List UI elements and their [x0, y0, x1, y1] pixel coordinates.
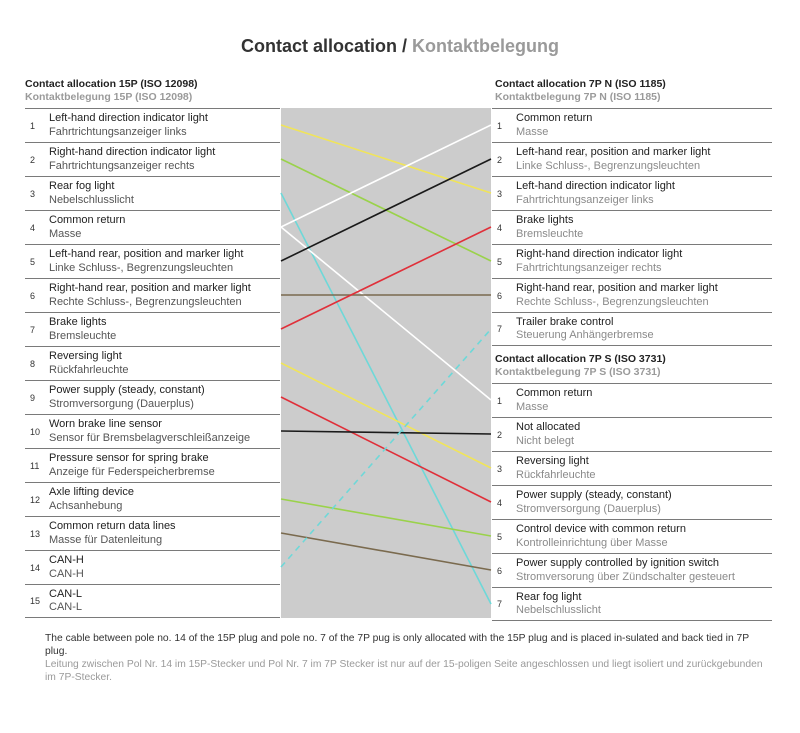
contact-row — [492, 176, 772, 210]
contact-description — [49, 350, 129, 377]
contact-label-de: Masse — [516, 400, 549, 413]
pin-number: 6 — [497, 565, 503, 576]
contact-label-de: CAN-L — [49, 601, 83, 613]
contact-row — [492, 485, 772, 519]
contact-description — [516, 282, 718, 309]
contact-row — [492, 244, 772, 278]
pin-number: 5 — [30, 256, 36, 267]
pin-number: 3 — [497, 188, 503, 199]
contact-label-en: Common return data lines — [49, 520, 176, 532]
contact-row — [25, 482, 280, 516]
contact-label-de: Stromversorung über Zündschalter gesteuert — [516, 570, 735, 583]
contact-description — [516, 591, 601, 618]
pin-number: 11 — [30, 460, 40, 471]
pin-number: 13 — [30, 528, 41, 539]
pin-number: 2 — [497, 429, 503, 440]
pin-number: 5 — [497, 256, 503, 267]
contact-description — [49, 112, 208, 139]
contact-description — [49, 588, 82, 615]
pin-number: 9 — [30, 392, 36, 403]
contact-label-de: Fahrtrichtungsanzeiger rechts — [49, 159, 195, 172]
contact-label-en: Right-hand direction indicator light — [49, 146, 216, 158]
contact-description — [49, 214, 125, 241]
pin-number: 14 — [30, 562, 41, 573]
footnote — [45, 632, 765, 684]
contact-label-en: Right-hand rear, position and marker light — [516, 282, 718, 294]
pin-number: 5 — [497, 531, 503, 542]
contact-label-de: Nebelschlusslicht — [49, 193, 134, 206]
left-section-heading — [25, 78, 198, 104]
contact-row — [492, 108, 772, 142]
contact-label-de: Masse für Datenleitung — [49, 533, 163, 546]
contact-row — [25, 516, 280, 550]
contact-label-en: Power supply (steady, constant) — [516, 489, 672, 501]
contact-row — [25, 210, 280, 244]
contact-label-de: Nebelschlusslicht — [516, 604, 601, 616]
pin-number: 7 — [30, 324, 36, 335]
contact-row — [25, 448, 280, 482]
contact-label-de: Bremsleuchte — [49, 329, 117, 342]
contact-row — [492, 383, 772, 417]
contact-description — [516, 523, 686, 550]
contact-description — [516, 248, 682, 275]
contact-label-de: Fahrtrichtungsanzeiger links — [516, 193, 654, 206]
pin-number: 12 — [30, 494, 41, 505]
contact-label-en: Reversing light — [49, 350, 122, 362]
contact-row — [25, 142, 280, 176]
contact-description — [516, 557, 735, 584]
contact-description — [516, 214, 583, 241]
contact-description — [516, 112, 592, 139]
contact-label-en: CAN-L — [49, 587, 83, 600]
pin-number: 1 — [497, 395, 503, 406]
contact-row — [25, 108, 280, 142]
footnote-en: The cable between pole no. 14 of the 15P plug and pole no. 7 of the 7P pug is only allocated with the 15P plug and is placed in-sulated and back tied in 7P plug. — [45, 633, 749, 657]
contact-label-de: Linke Schluss-, Begrenzungsleuchten — [49, 261, 234, 274]
contact-label-en: Left-hand direction indicator light — [516, 180, 675, 192]
contact-label-en: Not allocated — [516, 421, 581, 433]
contact-row — [492, 312, 772, 346]
contact-label-en: Power supply controlled by ignition switch — [516, 557, 719, 569]
contact-label-en: Trailer brake control — [516, 315, 614, 328]
contact-label-de: Masse — [516, 125, 549, 138]
contact-row — [25, 380, 280, 414]
contact-label-de: Steuerung Anhängerbremse — [516, 329, 654, 341]
right-n-heading-en: Contact allocation 7P N (ISO 1185) — [495, 78, 666, 90]
pin-number: 10 — [30, 426, 41, 437]
contact-label-de: Linke Schluss-, Begrenzungsleuchten — [516, 159, 701, 172]
pin-number: 7 — [497, 324, 503, 334]
contact-description — [516, 146, 710, 173]
contact-label-de: Fahrtrichtungsanzeiger links — [49, 125, 187, 138]
contact-row — [25, 414, 280, 448]
contact-description — [49, 248, 243, 275]
contact-description — [516, 316, 654, 343]
contact-description — [516, 387, 592, 414]
contact-label-de: Masse — [49, 227, 82, 240]
contact-label-de: Rechte Schluss-, Begrenzungsleuchten — [49, 295, 242, 308]
pin-number: 4 — [497, 497, 503, 508]
contact-row — [492, 587, 772, 621]
contact-label-en: Rear fog light — [49, 180, 115, 192]
right-n-heading-de: Kontaktbelegung 7P N (ISO 1185) — [495, 91, 661, 103]
contact-description — [49, 316, 116, 343]
pin-number: 3 — [30, 188, 36, 199]
contact-label-en: Common return — [516, 387, 593, 399]
contact-row — [492, 278, 772, 312]
contact-label-en: Right-hand rear, position and marker light — [49, 282, 251, 294]
contact-description — [49, 282, 251, 309]
contact-label-de: Anzeige für Federspeicherbremse — [49, 465, 215, 478]
pin-number: 2 — [30, 154, 36, 165]
contact-label-de: Kontrolleinrichtung über Masse — [516, 536, 668, 549]
right-s-section-heading — [495, 353, 666, 379]
contact-label-de: Rückfahrleuchte — [49, 363, 129, 376]
contact-description — [49, 452, 215, 479]
contact-label-de: Sensor für Bremsbelagverschleißanzeige — [49, 431, 251, 444]
contact-label-en: Left-hand direction indicator light — [49, 112, 208, 124]
left-heading-en: Contact allocation 15P (ISO 12098) — [25, 78, 198, 90]
title-separator: / — [397, 36, 413, 56]
contact-label-de: Achsanhebung — [49, 499, 123, 512]
contact-label-en: Axle lifting device — [49, 486, 134, 498]
contact-row — [492, 519, 772, 553]
contact-label-de: Rückfahrleuchte — [516, 468, 596, 481]
contact-label-en: Right-hand direction indicator light — [516, 248, 683, 260]
contact-label-en: Common return — [49, 214, 126, 226]
contact-row — [492, 142, 772, 176]
pin-number: 15 — [30, 596, 41, 606]
contact-description — [49, 486, 134, 513]
pin-number: 4 — [30, 222, 36, 233]
contact-label-en: Brake lights — [516, 214, 574, 226]
contact-label-en: Left-hand rear, position and marker light — [49, 248, 244, 260]
contact-row — [25, 278, 280, 312]
left-heading-de: Kontaktbelegung 15P (ISO 12098) — [25, 91, 193, 103]
contact-row — [492, 417, 772, 451]
contact-label-en: Power supply (steady, constant) — [49, 384, 205, 396]
contact-row — [25, 346, 280, 380]
contact-label-en: Common return — [516, 112, 593, 124]
pin-number: 7 — [497, 599, 503, 609]
pin-number: 6 — [30, 290, 36, 301]
pin-number: 6 — [497, 290, 503, 301]
contact-label-en: Left-hand rear, position and marker light — [516, 146, 711, 158]
contact-label-en: Rear fog light — [516, 590, 582, 603]
contact-description — [49, 554, 84, 581]
contact-label-de: Nicht belegt — [516, 434, 575, 447]
contact-description — [516, 489, 672, 516]
pin-number: 8 — [30, 358, 36, 369]
contact-description — [49, 146, 215, 173]
right-n-section-heading — [495, 78, 666, 104]
pin-number: 4 — [497, 222, 503, 233]
contact-label-de: Stromversorgung (Dauerplus) — [516, 502, 661, 515]
contact-row — [492, 210, 772, 244]
contact-label-de: Fahrtrichtungsanzeiger rechts — [516, 261, 662, 274]
contact-label-en: Pressure sensor for spring brake — [49, 452, 209, 464]
contact-label-de: Bremsleuchte — [516, 227, 584, 240]
pin-number: 2 — [497, 154, 503, 165]
contact-description — [49, 418, 250, 445]
pin-number: 3 — [497, 463, 503, 474]
contact-description — [516, 180, 675, 207]
contact-description — [49, 520, 176, 547]
contact-label-en: Worn brake line sensor — [49, 418, 162, 430]
footnote-de: Leitung zwischen Pol Nr. 14 im 15P-Stecker und Pol Nr. 7 im 7P Stecker ist nur auf der 15-poligen Seite angeschlossen und liegt isoliert und zurückgebunden im 7P-Stecker. — [45, 659, 763, 683]
right-s-heading-en: Contact allocation 7P S (ISO 3731) — [495, 353, 666, 365]
title-sub: Kontaktbelegung — [412, 36, 560, 56]
contact-row — [492, 553, 772, 587]
contact-label-en: Brake lights — [49, 316, 107, 328]
contact-label-de: Rechte Schluss-, Begrenzungsleuchten — [516, 295, 709, 308]
contact-description — [516, 421, 580, 448]
pin-number: 1 — [497, 120, 503, 131]
contact-label-en: CAN-H — [49, 554, 84, 566]
contact-row — [25, 584, 280, 618]
contact-description — [516, 455, 596, 482]
contact-description — [49, 180, 134, 207]
contact-row — [25, 550, 280, 584]
pin-number: 1 — [30, 120, 36, 131]
right-s-heading-de: Kontaktbelegung 7P S (ISO 3731) — [495, 366, 661, 378]
contact-label-en: Reversing light — [516, 455, 589, 467]
contact-label-en: Control device with common return — [516, 523, 686, 535]
contact-description — [49, 384, 205, 411]
contact-label-de: Stromversorgung (Dauerplus) — [49, 397, 194, 410]
contact-row — [25, 176, 280, 210]
contact-row — [25, 244, 280, 278]
contact-row — [25, 312, 280, 346]
contact-label-de: CAN-H — [49, 567, 84, 580]
contact-row — [492, 451, 772, 485]
title-main: Contact allocation — [240, 36, 397, 56]
